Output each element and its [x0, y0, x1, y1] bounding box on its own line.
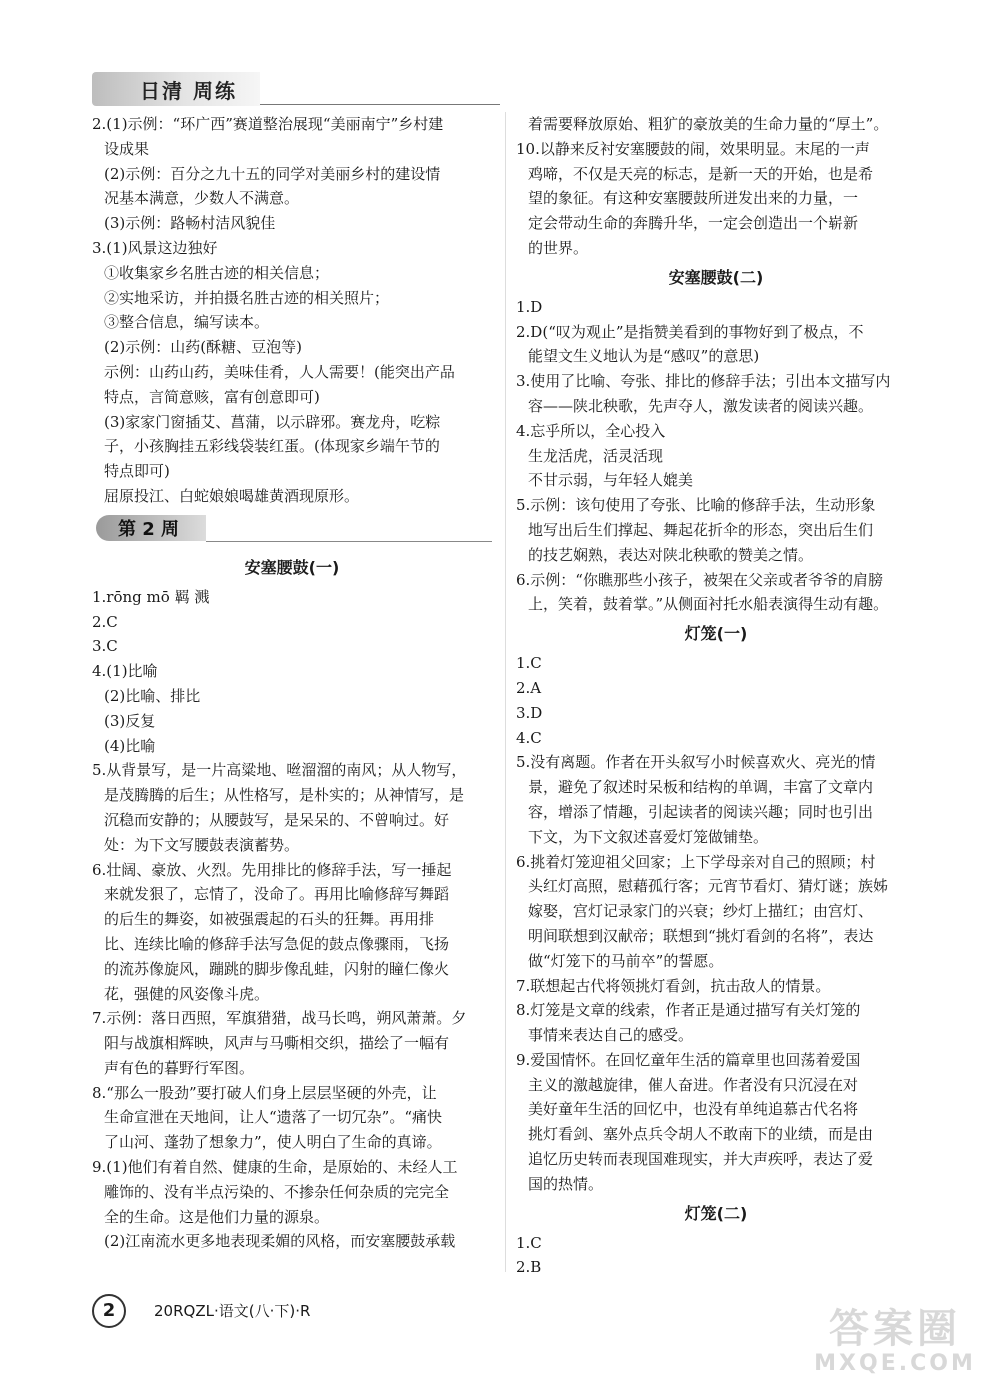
- answer-line: 阳与战旗相辉映，风声与马嘶相交织，描绘了一幅有: [104, 1034, 450, 1053]
- answer-line: 8.“那么一股劲”要打破人们身上层层坚硬的外壳，让: [92, 1083, 437, 1102]
- answer-line: 明间联想到汉献帝；联想到“挑灯看剑的名将”，表达: [528, 926, 874, 945]
- answer-line: 设成果: [104, 139, 150, 158]
- answer-line: 的世界。: [528, 238, 589, 257]
- answer-line: (2)比喻、排比: [104, 686, 201, 705]
- answers-block-ansai-2: [516, 295, 916, 617]
- answer-line: ①收集家乡名胜古迹的相关信息；: [104, 263, 330, 282]
- answer-line: 5.示例：该句使用了夸张、比喻的修辞手法，生动形象: [516, 496, 876, 515]
- section-title-denglong-1: 灯笼(一): [684, 624, 748, 644]
- watermark-line2: MXQE.COM: [814, 1351, 976, 1376]
- answer-line: 4.C: [516, 728, 542, 747]
- answer-line: 嫁娶，宫灯记录家门的兴衰；纱灯上描红；由宫灯、: [528, 902, 874, 921]
- answer-line: 7.联想起古代将领挑灯看剑，抗击敌人的情景。: [516, 976, 831, 995]
- answer-line: 事情来表达自己的感受。: [528, 1026, 694, 1045]
- book-code: 20RQZL·语文(八·下)·R: [154, 1302, 311, 1320]
- answers-block-ansai-1: [92, 585, 492, 1255]
- answer-line: 屈原投江、白蛇娘娘喝雄黄酒现原形。: [104, 486, 360, 505]
- answer-line: 生龙活虎，活灵活现: [528, 446, 664, 465]
- answer-line: 10.以静来反衬安塞腰鼓的闹，效果明显。末尾的一声: [516, 139, 870, 158]
- answer-line: 3.(1)风景这边独好: [92, 238, 218, 257]
- answer-line: 4.忘乎所以，全心投入: [516, 421, 666, 440]
- answer-line: 3.C: [92, 637, 118, 656]
- watermark-logo: [800, 1306, 990, 1384]
- answer-line: 做“灯笼下的马前卒”的誓愿。: [528, 951, 724, 970]
- answer-line: 9.爱国情怀。在回忆童年生活的篇章里也回荡着爱国: [516, 1050, 861, 1069]
- answer-line: 5.没有离题。作者在开头叙写小时候喜欢火、亮光的情: [516, 753, 876, 772]
- answer-line: 6.壮阔、豪放、火烈。先用排比的修辞手法，写一捶起: [92, 860, 452, 879]
- header-banner: [92, 72, 260, 106]
- answer-line: 3.D: [516, 703, 543, 722]
- week-label: 第 2 周: [118, 518, 180, 540]
- answer-line: 比、连续比喻的修辞手法写急促的鼓点像骤雨，飞扬: [104, 934, 450, 953]
- answers-block-denglong-2: [516, 1231, 916, 1281]
- answer-line: 示例：山药山药，美味佳肴，人人需要！(能突出产品: [104, 362, 455, 381]
- left-column: [92, 112, 492, 1254]
- answer-line: 的流苏像旋风，蹦跳的脚步像乱蛙，闪射的瞳仁像火: [104, 959, 450, 978]
- answer-line: (2)示例：百分之九十五的同学对美丽乡村的建设情: [104, 164, 441, 183]
- answer-line: 美好童年生活的回忆中，也没有单纯追慕古代名将: [528, 1100, 859, 1119]
- answer-line: 上，笑着，鼓着掌。”从侧面衬托水船表演得生动有趣。: [528, 595, 889, 614]
- answer-line: 头红灯高照，慰藉孤行客；元宵节看灯、猜灯谜；族姊: [528, 877, 889, 896]
- watermark-line1: 答案圈: [829, 1306, 961, 1352]
- answer-line: 特点，言简意赅，富有创意即可): [104, 387, 320, 406]
- answer-line: 9.(1)他们有着自然、健康的生命，是原始的、未经人工: [92, 1158, 458, 1177]
- answer-line: 1.C: [516, 1233, 542, 1252]
- answer-line: 花，强健的风姿像斗虎。: [104, 984, 270, 1003]
- answer-line: 1.C: [516, 654, 542, 673]
- answers-block-week1: [92, 112, 492, 509]
- section-title-ansai-2: 安塞腰鼓(二): [668, 267, 764, 287]
- answer-line: 全的生命。这是他们力量的源泉。: [104, 1207, 330, 1226]
- answer-line: 2.A: [516, 678, 542, 697]
- answers-block-ansai-1-cont: [516, 112, 916, 261]
- answer-line: 鸡啼，不仅是天亮的标志，是新一天的开始，也是希: [528, 164, 874, 183]
- answer-line: 沉稳而安静的；从腰鼓写，是呆呆的、不曾响过。好: [104, 810, 450, 829]
- answer-line: 下文，为下文叙述喜爱灯笼做铺垫。: [528, 827, 769, 846]
- answer-line: 容——陕北秧歌，先声夺人，激发读者的阅读兴趣。: [528, 396, 874, 415]
- week-rule: [206, 541, 492, 542]
- answer-line: 容，增添了情趣，引起读者的阅读兴趣；同时也引出: [528, 802, 874, 821]
- section-title-denglong-2: 灯笼(二): [684, 1203, 748, 1223]
- answer-line: (2)江南流水更多地表现柔媚的风格，而安塞腰鼓承载: [104, 1232, 456, 1251]
- answer-line: 1.D: [516, 297, 543, 316]
- answer-line: 8.灯笼是文章的线索，作者正是通过描写有关灯笼的: [516, 1001, 861, 1020]
- answer-line: 不甘示弱，与年轻人媲美: [528, 471, 694, 490]
- answer-line: 3.使用了比喻、夸张、排比的修辞手法；引出本文描写内: [516, 372, 891, 391]
- answer-line: ③整合信息，编写读本。: [104, 313, 270, 332]
- answer-line: 能望文生义地认为是“感叹”的意思): [528, 347, 760, 366]
- answer-line: 来就发狠了，忘情了，没命了。再用比喻修辞写舞蹈: [104, 885, 450, 904]
- answer-line: 的技艺娴熟，表达对陕北秧歌的赞美之情。: [528, 545, 814, 564]
- page-footer: [92, 1294, 512, 1330]
- answer-line: (3)反复: [104, 711, 156, 730]
- right-column: [516, 112, 916, 1280]
- week-heading: [92, 513, 492, 547]
- answer-line: 1.rōng mō 羁 溅: [92, 587, 210, 606]
- answer-line: 5.从背景写，是一片高粱地、咝溜溜的南风；从人物写，: [92, 761, 467, 780]
- answer-line: 了山河、蓬勃了想象力”，使人明白了生命的真谛。: [104, 1133, 442, 1152]
- page-number: 2: [92, 1294, 126, 1328]
- answer-line: 2.D(“叹为观止”是指赞美看到的事物好到了极点，不: [516, 322, 864, 341]
- answer-line: (4)比喻: [104, 736, 156, 755]
- answer-line: 挑灯看剑、塞外点兵令胡人不敢南下的业绩，而是由: [528, 1125, 874, 1144]
- answer-line: (3)家家门窗插艾、菖蒲，以示辟邪。赛龙舟，吃粽: [104, 412, 441, 431]
- answer-line: ②实地采访，并拍摄名胜古迹的相关照片；: [104, 288, 390, 307]
- answer-line: 6.示例：“你瞧那些小孩子，被架在父亲或者爷爷的肩膀: [516, 570, 883, 589]
- answer-line: 子，小孩胸挂五彩线袋装红蛋。(体现家乡端午节的: [104, 437, 440, 456]
- answer-line: 是茂腾腾的后生；从性格写，是朴实的；从神情写，是: [104, 786, 465, 805]
- answer-line: 景，避免了叙述时呆板和结构的单调，丰富了文章内: [528, 778, 874, 797]
- answer-line: 定会带动生命的奔腾升华，一定会创造出一个崭新: [528, 214, 859, 233]
- answer-line: (2)示例：山药(酥糖、豆泡等): [104, 338, 302, 357]
- answer-line: 7.示例：落日西照，军旗猎猎，战马长鸣，朔风萧萧。夕: [92, 1009, 467, 1028]
- answers-block-denglong-1: [516, 651, 916, 1197]
- answer-line: 2.B: [516, 1258, 542, 1277]
- answer-line: 着需要释放原始、粗犷的豪放美的生命力量的“厚土”。: [528, 115, 889, 133]
- answer-line: 主义的激越旋律，催人奋进。作者没有只沉浸在对: [528, 1075, 859, 1094]
- answer-line: 4.(1)比喻: [92, 662, 158, 681]
- answer-line: 2.C: [92, 612, 118, 631]
- answer-line: 特点即可): [104, 462, 170, 481]
- answer-line: 的后生的舞姿，如被强震起的石头的狂舞。再用排: [104, 910, 435, 929]
- column-divider: [505, 112, 506, 1272]
- answer-line: 2.(1)示例：“环广西”赛道整治展现“美丽南宁”乡村建: [92, 115, 444, 133]
- section-title-ansai-1: 安塞腰鼓(一): [244, 557, 340, 577]
- answer-line: 望的象征。有这种安塞腰鼓所迸发出来的力量，一: [528, 189, 859, 208]
- answer-line: 声有色的暮野行军图。: [104, 1058, 255, 1077]
- answer-line: 6.挑着灯笼迎祖父回家；上下学母亲对自己的照顾；村: [516, 852, 876, 871]
- answer-line: 雕饰的、没有半点污染的、不掺杂任何杂质的完完全: [104, 1182, 450, 1201]
- answer-line: 处：为下文写腰鼓表演蓄势。: [104, 835, 300, 854]
- header-rule: [260, 104, 500, 105]
- header-title: 日清 周练: [140, 79, 237, 103]
- answer-line: 况基本满意，少数人不满意。: [104, 189, 300, 208]
- answer-line: 地写出后生们撑起、舞起花折伞的形态，突出后生们: [528, 520, 874, 539]
- answer-line: 生命宣泄在天地间，让人“遗落了一切冗杂”。“痛快: [104, 1108, 443, 1127]
- answer-line: (3)示例：路畅村洁风貌佳: [104, 214, 276, 233]
- answer-line: 国的热情。: [528, 1174, 604, 1193]
- answer-line: 追忆历史转而表现国难现实，并大声疾呼，表达了爱: [528, 1150, 874, 1169]
